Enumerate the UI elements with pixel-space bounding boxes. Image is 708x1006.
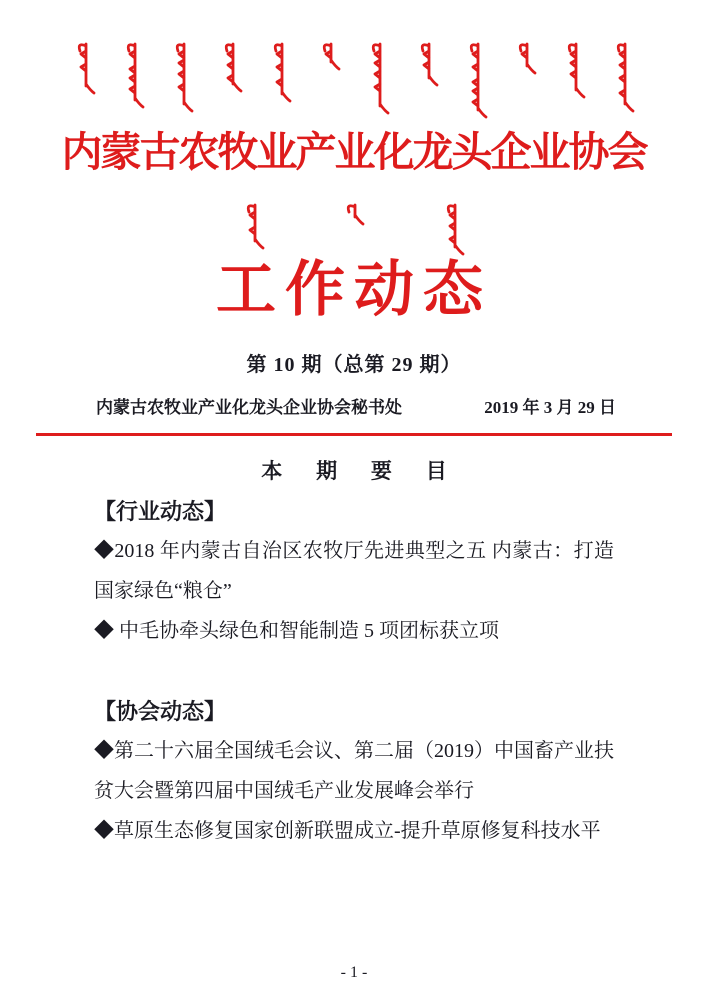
mongolian-word-glyph: [611, 42, 637, 116]
mongolian-word-glyph: [513, 42, 539, 78]
mongolian-word-glyph: [219, 42, 245, 96]
red-divider-rule: [36, 433, 672, 436]
mongolian-word-glyph: [241, 203, 267, 253]
toc-item: ◆2018 年内蒙古自治区农牧厅先进典型之五 内蒙古：打造国家绿色“粮仓”: [94, 540, 614, 603]
page-number: - 1 -: [340, 964, 368, 981]
mongolian-script-row-sub: [0, 203, 708, 257]
mongolian-word-glyph: [170, 42, 196, 116]
mongolian-word-glyph: [72, 42, 98, 98]
section-title-industry: 【行业动态】: [94, 499, 227, 525]
toc-item: ◆草原生态修复国家创新联盟成立-提升草原修复科技水平: [94, 820, 601, 843]
contents-body: [94, 497, 614, 851]
toc-item: ◆ 中毛协牵头绿色和智能制造 5 项团标获立项: [94, 620, 499, 643]
section-title-association: 【协会动态】: [94, 699, 227, 725]
toc-item: ◆第二十六届全国绒毛会议、第二届（2019）中国畜产业扶贫大会暨第四届中国绒毛产业发展峰会举行: [94, 740, 614, 803]
publisher-date-line: [96, 393, 616, 418]
contents-heading: 本 期 要 目: [261, 460, 461, 484]
mongolian-word-glyph: [341, 203, 367, 229]
mongolian-script-row-top: [0, 42, 708, 122]
section-industry-news: [94, 497, 614, 651]
mongolian-word-glyph: [268, 42, 294, 106]
mongolian-word-glyph: [562, 42, 588, 102]
mongolian-word-glyph: [441, 203, 467, 259]
bulletin-title: 工作动态: [216, 257, 492, 324]
section-association-news: [94, 697, 614, 851]
publish-date: 2019 年 3 月 29 日: [484, 398, 616, 418]
association-title: 内蒙古农牧业产业化龙头企业协会: [61, 129, 647, 175]
mongolian-word-glyph: [317, 42, 343, 74]
mongolian-word-glyph: [366, 42, 392, 118]
issue-number: 第 10 期（总第 29 期）: [246, 354, 462, 377]
mongolian-word-glyph: [464, 42, 490, 122]
publisher-name: 内蒙古农牧业产业化龙头企业协会秘书处: [96, 398, 402, 418]
mongolian-word-glyph: [121, 42, 147, 112]
mongolian-word-glyph: [415, 42, 441, 90]
